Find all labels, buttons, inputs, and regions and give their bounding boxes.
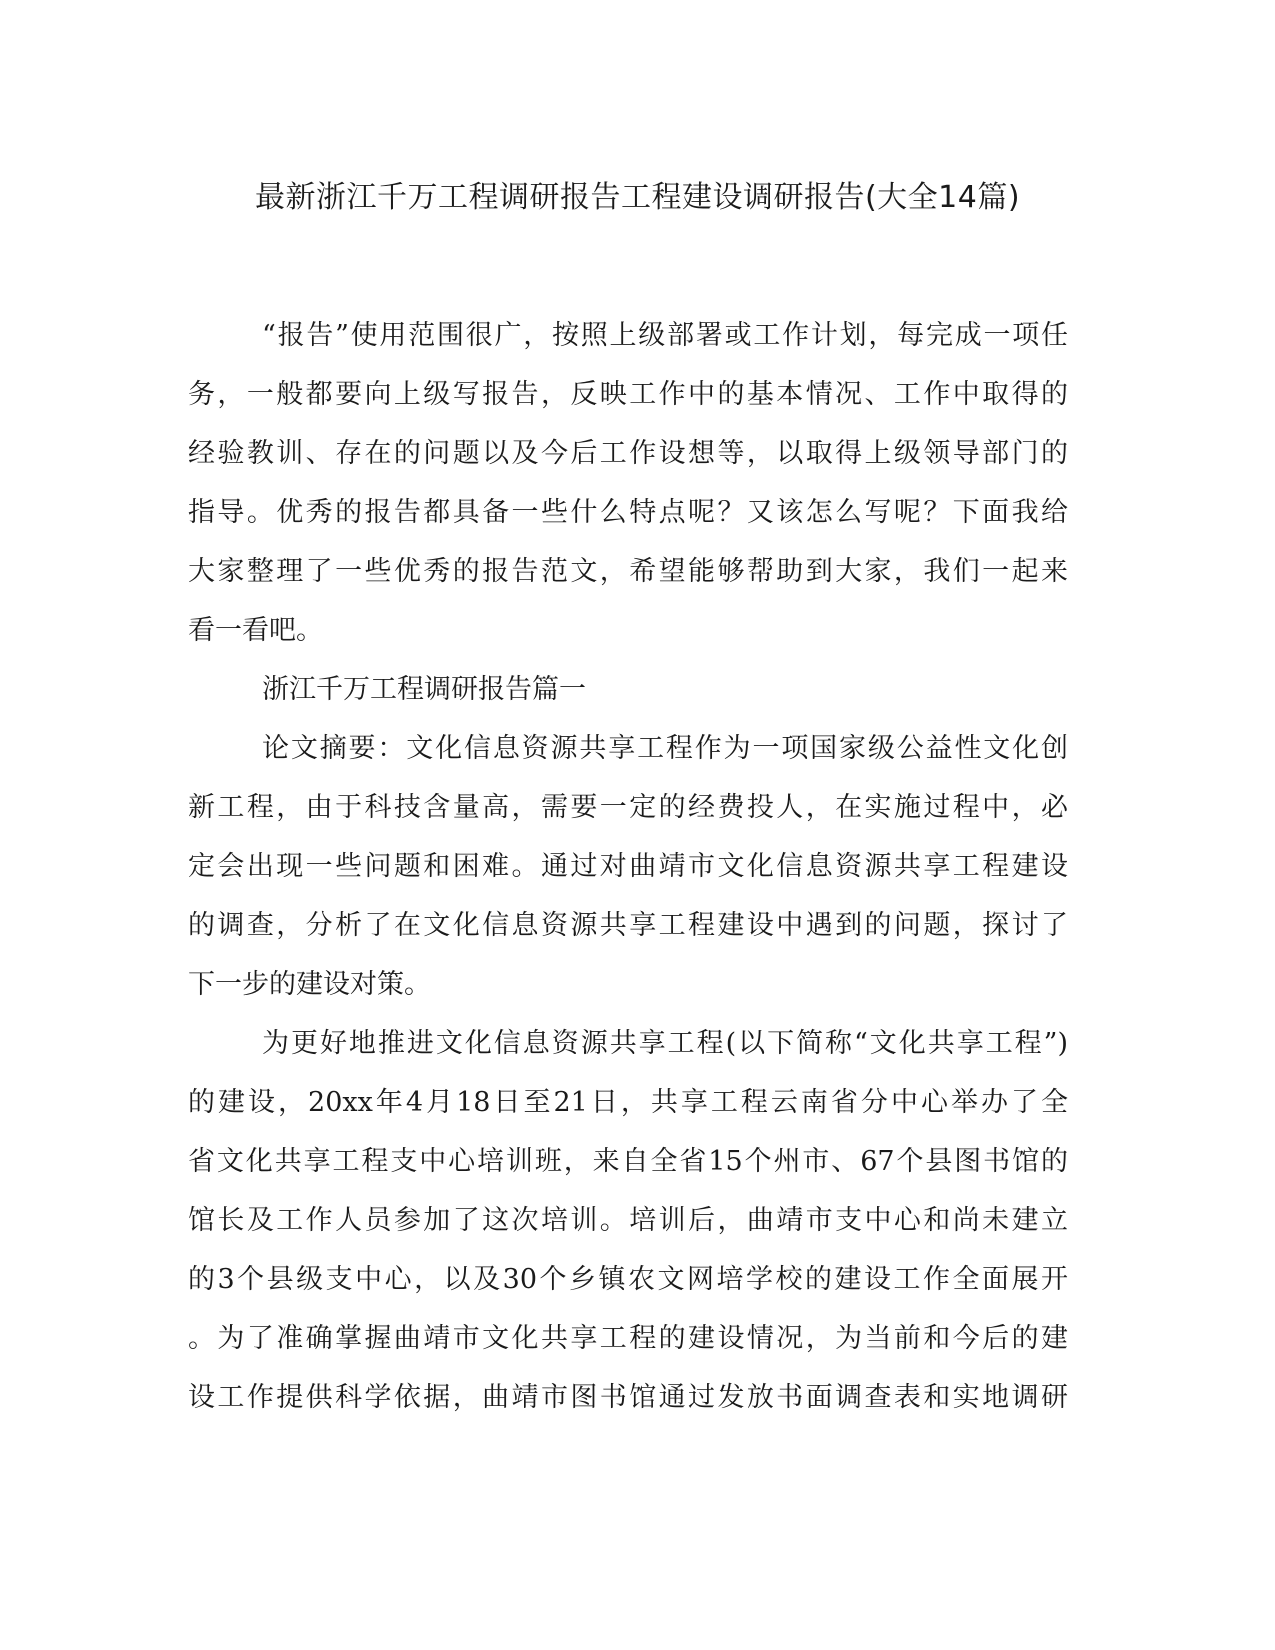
paragraph-line: 的建设，20xx年4月18日至21日，共享工程云南省分中心举办了全 bbox=[188, 1087, 1068, 1118]
paragraph-line: 新工程，由于科技含量高，需要一定的经费投人，在实施过程中，必 bbox=[188, 792, 1068, 823]
paragraph-line: 务，一般都要向上级写报告，反映工作中的基本情况、工作中取得的 bbox=[188, 379, 1068, 410]
paragraph-line: 馆长及工作人员参加了这次培训。培训后，曲靖市支中心和尚未建立 bbox=[188, 1205, 1068, 1236]
document-title: 最新浙江千万工程调研报告工程建设调研报告(大全14篇) bbox=[254, 180, 1021, 215]
paragraph-line: 大家整理了一些优秀的报告范文，希望能够帮助到大家，我们一起来 bbox=[188, 556, 1068, 587]
paragraph-line: 的调查，分析了在文化信息资源共享工程建设中遇到的问题，探讨了 bbox=[188, 910, 1068, 941]
paragraph-line: 下一步的建设对策。 bbox=[188, 969, 431, 1000]
paragraph-line: 指导。优秀的报告都具备一些什么特点呢？又该怎么写呢？下面我给 bbox=[188, 497, 1068, 528]
paragraph-line: 设工作提供科学依据，曲靖市图书馆通过发放书面调查表和实地调研 bbox=[188, 1382, 1068, 1413]
paragraph-line: 为更好地推进文化信息资源共享工程(以下简称“文化共享工程”) bbox=[262, 1028, 1068, 1059]
paragraph-line: 。为了准确掌握曲靖市文化共享工程的建设情况，为当前和今后的建 bbox=[188, 1323, 1068, 1354]
paragraph-line: 省文化共享工程支中心培训班，来自全省15个州市、67个县图书馆的 bbox=[188, 1146, 1068, 1177]
paragraph-line: 经验教训、存在的问题以及今后工作设想等，以取得上级领导部门的 bbox=[188, 438, 1068, 469]
section-heading: 浙江千万工程调研报告篇一 bbox=[262, 674, 586, 705]
paragraph-line: 看一看吧。 bbox=[188, 615, 323, 646]
paragraph-line: 的3个县级支中心，以及30个乡镇农文网培学校的建设工作全面展开 bbox=[188, 1264, 1068, 1295]
paragraph-line: 论文摘要：文化信息资源共享工程作为一项国家级公益性文化创 bbox=[262, 733, 1068, 764]
paragraph-line: 定会出现一些问题和困难。通过对曲靖市文化信息资源共享工程建设 bbox=[188, 851, 1068, 882]
paragraph-line: “报告”使用范围很广，按照上级部署或工作计划，每完成一项任 bbox=[262, 320, 1068, 351]
